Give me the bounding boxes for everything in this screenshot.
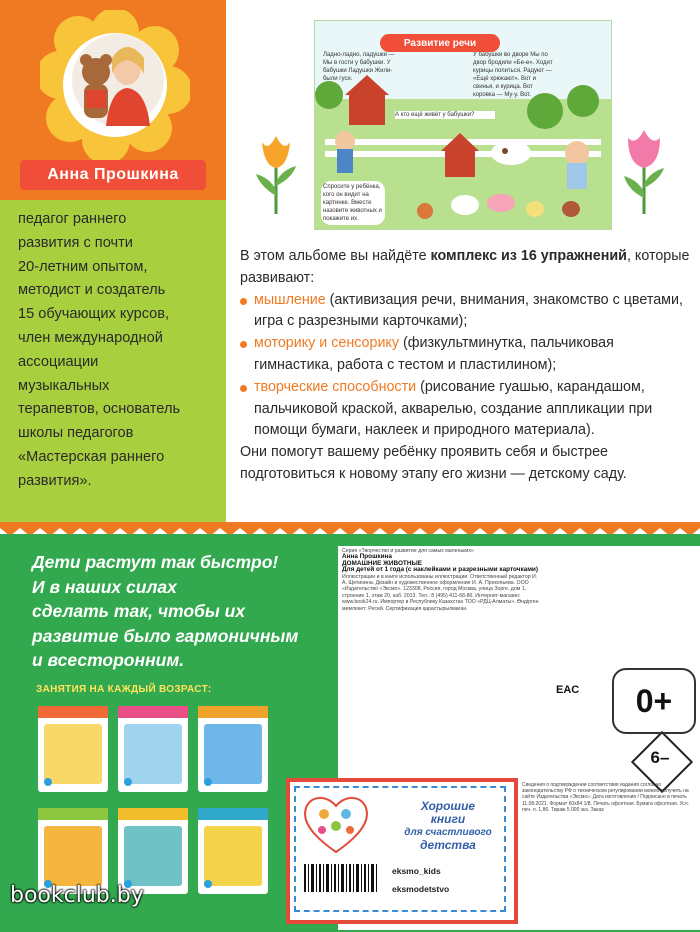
preview-title: Развитие речи bbox=[380, 34, 500, 52]
postcard-title-line: книги bbox=[430, 812, 466, 826]
bio-line: член международной bbox=[18, 329, 163, 346]
author-photo bbox=[72, 34, 164, 126]
skill-item bbox=[240, 290, 692, 334]
bio-line: развития с почти bbox=[18, 234, 133, 251]
slogan-line: развитие было гармоничным bbox=[32, 625, 299, 646]
imprint-text bbox=[342, 548, 698, 612]
eac-mark: EAC bbox=[556, 684, 580, 696]
skill-text: (физкультминутка, пальчиковая гимнастика, работа с тестом и пластилином); bbox=[254, 335, 614, 373]
skill-highlight: мышление bbox=[254, 291, 326, 308]
bio-line: музыкальных bbox=[18, 377, 110, 394]
bio-line: педагог раннего bbox=[18, 211, 127, 227]
bio-line: 20-летним опытом, bbox=[18, 258, 148, 275]
series-book-cover bbox=[198, 808, 268, 894]
series-book-cover bbox=[118, 706, 188, 792]
skill-text: (активизация речи, внимания, знакомство с цветами, игра с разрезными карточками); bbox=[254, 291, 683, 330]
skill-highlight: творческие способности bbox=[254, 378, 417, 395]
bio-line: 15 обучающих курсов, bbox=[18, 306, 170, 323]
imprint-subtitle: Для детей от 1 года (с наклейками и разрезными карточками) bbox=[342, 566, 538, 574]
skill-item bbox=[240, 377, 692, 442]
skills-list bbox=[240, 290, 692, 443]
skill-item bbox=[240, 333, 692, 377]
watermark: bookclub.by bbox=[10, 883, 144, 908]
intro-suffix: , которые развивают: bbox=[240, 248, 690, 286]
tulip-icon bbox=[248, 126, 304, 216]
postcard-title-line: для счастливого bbox=[404, 827, 492, 838]
imprint-author: Анна Прошкина bbox=[342, 553, 392, 561]
barcode-icon bbox=[300, 860, 380, 900]
poem-right: У бабушки во дворе Мы по двор бродили «Бе-е». Ходят курицы попиться. Радуют — «Ещё хрюкают». Вот и свинья, и курица. Вот коровка — Му-у. Вот. bbox=[473, 52, 553, 98]
skill-text: (рисование гуашью, карандашом, пальчиковой краской, акварелью, создание аппликации при помощи бумаги, наклеек и природного материала). bbox=[254, 378, 653, 439]
preview-note-bottom: Спросите у ребёнка, кого он видит на картинке. Вместе назовите животных и покажите их. bbox=[321, 181, 385, 225]
description bbox=[240, 246, 692, 486]
age-rating-badge: 0+ bbox=[612, 668, 696, 734]
preview-question: А кто ещё живёт у бабушки? bbox=[395, 111, 495, 119]
series-book-cover bbox=[198, 706, 268, 792]
bio-line: развития». bbox=[18, 472, 92, 489]
intro bbox=[240, 246, 692, 290]
slogan-line: И в наших силах bbox=[32, 576, 177, 597]
series-book-cover bbox=[38, 808, 108, 894]
pink-flower-icon bbox=[614, 124, 674, 216]
slogan-line: и всесторонним. bbox=[32, 650, 185, 670]
social-links bbox=[392, 866, 449, 894]
skill-highlight: моторику и сенсорику bbox=[254, 335, 399, 352]
postcard-title-line: детства bbox=[420, 838, 476, 852]
bio-line: методист и создатель bbox=[18, 282, 166, 299]
intro-bold: комплекс из 16 упражнений bbox=[430, 248, 627, 264]
age-series-title: ЗАНЯТИЯ НА КАЖДЫЙ ВОЗРАСТ: bbox=[36, 684, 212, 695]
poem-left: Ладно-ладно, ладушки — Мы в гости у бабушки. У бабушки Ладушки Жили-были гуси. bbox=[323, 52, 395, 82]
imprint-body: Иллюстрации и в книге использованы иллюстрации. Ответственный редактор И. А. Щетинина. Дизайн и художественное оформление И. А. Прокопьева. ООО «Издательство «Эксмо». 123308, Россия, город Москва, улица Зорге, дом 1, строение 1, этаж 20, каб. 2013. Тел.: 8 (495) 411-68-86. Интернет-магазин: www.book24.ru. Импортер в Республику Казахстан ТОО «РДЦ-Алматы». Өндірген мемлекет: Ресей. Сертификация қарастырылмаған. bbox=[342, 573, 539, 612]
imprint-right-text: Сведения о подтверждении соответствия издания согласно законодательству РФ о техническом регулировании можно получить на сайте Издательства «Эксмо». Дата изготовления / Подписано в печать 11.08.2021. Формат 60x84 1/8. Печать офсетная. Бумага офсетная. Усл. печ. л. 1,86. Тираж 5 000 экз. Заказ bbox=[522, 782, 690, 813]
heart-icon bbox=[300, 792, 372, 854]
author-name: Анна Прошкина bbox=[20, 160, 206, 190]
intro-prefix: В этом альбоме вы найдёте bbox=[240, 248, 431, 264]
social-handle[interactable]: eksmo_kids bbox=[392, 866, 441, 876]
series-book-cover bbox=[118, 808, 188, 894]
slogan-line: Дети растут так быстро! bbox=[32, 552, 279, 572]
author-bio bbox=[18, 208, 218, 494]
imprint-series: Серия «Творчество и развитие для самых маленьких» bbox=[342, 548, 474, 554]
slogan bbox=[32, 550, 332, 673]
outro: Они помогут вашему ребёнку проявить себя и быстрее подготовиться к новому этапу его жизни — детскому саду. bbox=[240, 444, 627, 482]
postcard-title bbox=[392, 800, 504, 852]
series-book-cover bbox=[38, 706, 108, 792]
bio-line: терапевтов, основатель bbox=[18, 401, 181, 418]
postcard-title-line: Хорошие bbox=[420, 799, 476, 813]
bio-line: школы педагогов bbox=[18, 425, 134, 442]
age-sign: 6– bbox=[650, 748, 670, 767]
bio-line: ассоциации bbox=[18, 353, 99, 370]
imprint-title: ДОМАШНИЕ ЖИВОТНЫЕ bbox=[342, 559, 422, 567]
flower-frame-icon bbox=[40, 10, 190, 160]
slogan-line: сделать так, чтобы их bbox=[32, 601, 246, 621]
bio-line: «Мастерская раннего bbox=[18, 448, 165, 465]
social-handle[interactable]: eksmodetstvo bbox=[392, 884, 450, 894]
